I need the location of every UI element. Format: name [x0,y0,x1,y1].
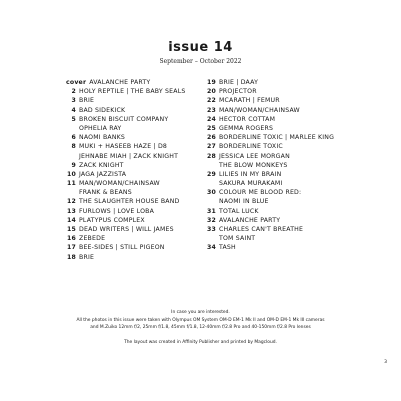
page-number: 3 [384,360,387,365]
entry-title: JEHNABE MIAH | ZACK KNIGHT [79,152,179,160]
page-ref-number: 25 [206,124,216,132]
contents-entry [200,234,350,243]
entry-title: GEMMA ROGERS [219,124,274,132]
contents-entry [60,197,210,206]
contents-entry [60,253,210,262]
contents-entry [200,170,350,179]
page-ref-number: 32 [206,216,216,224]
contents-right-column [200,78,350,253]
entry-title: TOTAL LUCK [219,207,259,215]
contents-entry [200,161,350,170]
page-ref-number: 12 [66,198,76,206]
page-ref-number: 33 [206,226,216,233]
entry-title: LILIES IN MY BRAIN [219,170,282,178]
page-ref-number: 8 [71,143,76,151]
entry-title: PROJECTOR [219,88,257,96]
page-ref-number: 15 [66,226,76,233]
entry-title: THE SLAUGHTER HOUSE BAND [79,198,180,206]
contents-entry [60,243,210,252]
contents-left-column [60,78,210,262]
page-ref-number: 30 [206,189,216,197]
entry-title: MUKI + HASEEB HAZE | D8 [79,143,168,151]
contents-entry [60,78,210,87]
page-ref-number: 14 [66,216,76,224]
contents-entry [60,225,210,234]
entry-title: JESSICA LEE MORGAN [219,152,290,160]
entry-title: ZACK KNIGHT [79,161,124,169]
contents-entry [200,216,350,225]
entry-title: BROKEN BISCUIT COMPANY [79,115,169,123]
footer-notes [0,309,401,346]
footer-credit: The layout was created in Affinity Publisher and printed by Magcloud. [124,339,277,345]
entry-title: HOLY REPTILE | THE BABY SEALS [79,88,186,96]
contents-entry [60,124,210,133]
entry-title: TOM SAINT [219,235,256,243]
page-ref-number: 29 [206,170,216,178]
page-ref-number: 22 [206,97,216,105]
entry-title: MAN/WOMAN/CHAINSAW [79,180,160,188]
contents-entry [200,96,350,105]
entry-title: THE BLOW MONKEYS [219,161,288,169]
entry-title: PLATYPUS COMPLEX [79,216,145,224]
page-ref-number: 18 [66,253,76,261]
page-ref-number: 20 [206,88,216,96]
contents-entry [200,133,350,142]
entry-title: TASH [219,244,236,252]
contents-entry [60,188,210,197]
page-ref-number: 16 [66,235,76,243]
page-ref-number: 31 [206,207,216,215]
page-ref-number: 17 [66,244,76,252]
entry-title: DEAD WRITERS | WILL JAMES [79,226,174,233]
page-ref-number: 6 [71,134,76,142]
footer-lens-note: and M.Zuiko 12mm f/2, 25mm f/1.8, 45mm f/1.8, 12-40mm f/2.8 Pro and 40-150mm f/2.8 Pro lenses [90,325,311,331]
entry-title: CHARLES CAN'T BREATHE [219,226,304,233]
entry-title: AVALANCHE PARTY [219,216,281,224]
page-ref-number: 26 [206,134,216,142]
entry-title: MAN/WOMAN/CHAINSAW [219,106,300,114]
entry-title: SAKURA MURAKAMI [219,180,283,188]
entry-title: MCARATH | FEMUR [219,97,280,105]
entry-title: OPHELIA RAY [79,124,122,132]
contents-entry [60,161,210,170]
contents-entry [60,106,210,115]
entry-title: BORDERLINE TOXIC | MARLEE KING [219,134,335,142]
contents-entry [200,188,350,197]
page-ref-number: 5 [71,115,76,123]
entry-title: AVALANCHE PARTY [89,79,151,86]
contents-entry [200,152,350,161]
entry-title: BRIE | DAAY [219,79,259,86]
entry-title: FRANK & BEANS [79,189,132,197]
entry-title: NAOMI IN BLUE [219,198,269,206]
contents-entry [60,133,210,142]
entry-title: JAGA JAZZISTA [79,170,127,178]
contents-entry [60,115,210,124]
contents-entry [200,78,350,87]
page-ref-number: 28 [206,152,216,160]
page-ref-number: 2 [71,88,76,96]
page-ref-number: 23 [206,106,216,114]
contents-entry [60,152,210,161]
contents-entry [60,87,210,96]
footer-camera-note: All the photos in this issue were taken with Olympus OM System OM-D EM-1 Mk II and OM-D EM-1 Mk III cameras [76,317,325,323]
contents-entry [60,96,210,105]
contents-entry [200,106,350,115]
contents-entry [200,124,350,133]
contents-entry [60,234,210,243]
entry-title: FURLOWS | LOVE LOBA [79,207,155,215]
page-ref-number: 19 [206,79,216,86]
contents-entry [60,170,210,179]
contents-entry [200,243,350,252]
page-ref-number: 24 [206,115,216,123]
contents-entry [200,179,350,188]
entry-title: COLOUR ME BLOOD RED: [219,189,302,197]
entry-title: BORDERLINE TOXIC [219,143,283,151]
issue-title: issue 14 [168,40,233,55]
entry-title: HECTOR COTTAM [219,115,276,123]
contents-entry [200,197,350,206]
entry-title: BRIE [79,253,95,261]
contents-entry [200,115,350,124]
entry-title: BAD SIDEKICK [79,106,126,114]
cover-label: cover [66,79,87,86]
contents-entry [200,225,350,234]
entry-title: NAOMI BANKS [79,134,126,142]
page-ref-number: 27 [206,143,216,151]
page-ref-number: 9 [71,161,76,169]
page-ref-number: 13 [66,207,76,215]
page-ref-number: 11 [66,180,76,188]
page-ref-number: 34 [206,244,216,252]
contents-entry [200,142,350,151]
page-ref-number: 10 [66,170,76,178]
page-ref-number: 3 [71,97,76,105]
contents-entry [60,207,210,216]
page-ref-number: 4 [71,106,76,114]
footer-intro: In case you are interested. [171,310,230,315]
contents-entry [60,179,210,188]
contents-entry [200,87,350,96]
entry-title: BEE-SIDES | STILL PIGEON [79,244,165,252]
contents-entry [60,216,210,225]
contents-entry [60,142,210,151]
entry-title: ZEBEDE [79,235,106,243]
contents-entry [200,207,350,216]
entry-title: BRIE [79,97,95,105]
issue-dates: September – October 2022 [159,58,242,65]
